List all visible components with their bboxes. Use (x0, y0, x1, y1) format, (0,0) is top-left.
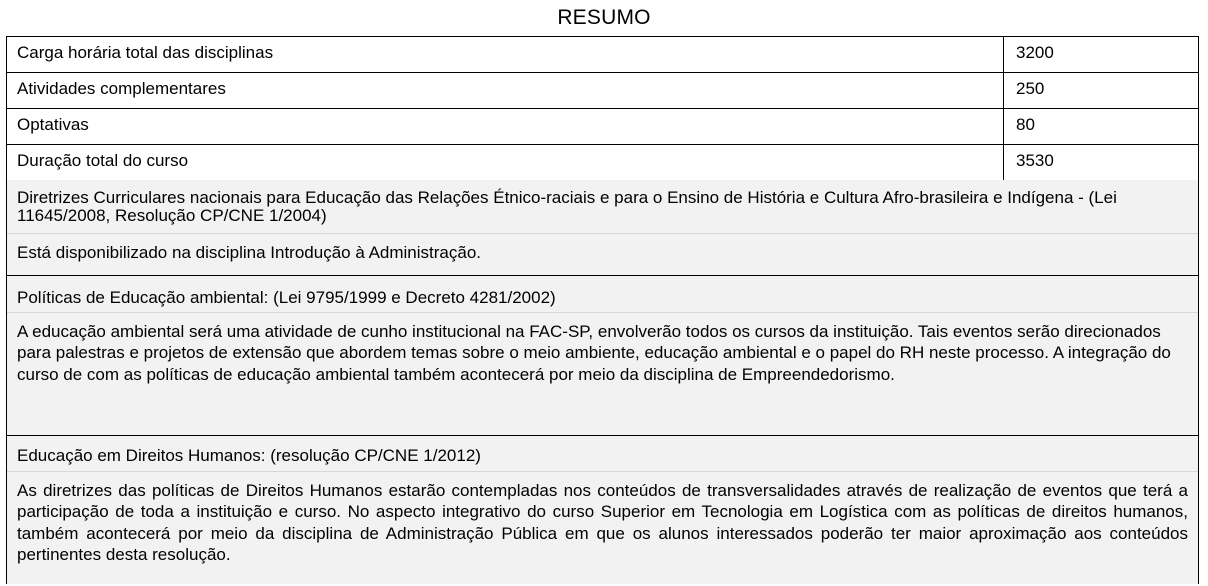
section-subdivider (7, 233, 1198, 234)
summary-value: 3200 (1016, 43, 1054, 62)
summary-row-workload (7, 37, 1198, 73)
section-heading: Educação em Direitos Humanos: (resolução CP/CNE 1/2012) (17, 446, 481, 465)
summary-label: Atividades complementares (7, 73, 1004, 108)
section-subdivider (7, 471, 1198, 472)
section-heading: Diretrizes Curriculares nacionais para Educação das Relações Étnico-raciais e para o Ensino de História e Cultura Afro-brasileira e Indígena - (Lei 11645/2008, Resolução CP/CNE 1/2004) (17, 188, 1117, 225)
section-human-rights (7, 436, 1198, 584)
section-environmental (7, 276, 1198, 435)
summary-value: 80 (1016, 115, 1035, 134)
section-text: As diretrizes das políticas de Direitos Humanos estarão contempladas nos conteúdos de transversalidades através de realização de eventos que terá a participação de toda a instituição e curso. No aspecto integrativo do curso Superior em Tecnologia em Logística com as políticas de direitos humanos, também acontecerá por meio da disciplina de Administração Pública em que os alunos interessados poderão ter maior aproximação aos conteúdos pertinentes desta resolução. (17, 481, 1188, 565)
section-text: A educação ambiental será uma atividade de cunho institucional na FAC-SP, envolverão todos os cursos da instituição. Tais eventos serão direcionados para palestras e projetos de extensão que abordem temas sobre o meio ambiente, educação ambiental e o papel do RH neste processo. A integração do curso de com as políticas de educação ambiental também acontecerá por meio da disciplina de Empreendedorismo. (17, 322, 1171, 384)
summary-label: Carga horária total das disciplinas (7, 37, 1004, 72)
section-heading: Políticas de Educação ambiental: (Lei 9795/1999 e Decreto 4281/2002) (17, 288, 556, 307)
section-ethnic-racial (7, 180, 1198, 275)
summary-label: Optativas (7, 109, 1004, 144)
summary-label: Duração total do curso (7, 145, 1004, 180)
section-text: Está disponibilizado na disciplina Introdução à Administração. (17, 243, 481, 262)
page-title: RESUMO (557, 6, 651, 29)
summary-row-optional (7, 109, 1198, 145)
section-subdivider (7, 312, 1198, 313)
summary-row-complementary (7, 73, 1198, 109)
summary-value: 250 (1016, 79, 1045, 98)
summary-table (6, 36, 1199, 584)
summary-row-total (7, 145, 1198, 181)
summary-value: 3530 (1016, 151, 1054, 170)
